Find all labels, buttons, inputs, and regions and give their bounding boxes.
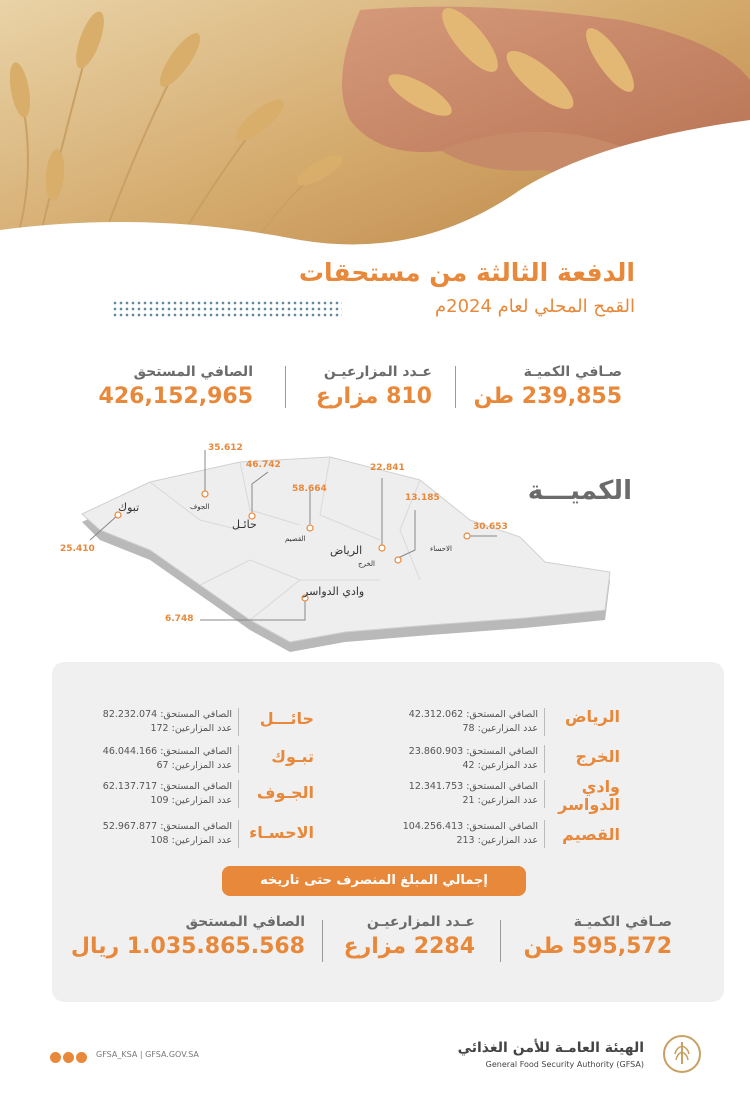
map-title: الكميـــة: [527, 476, 632, 506]
detail-city: الخرج: [575, 747, 620, 766]
detail-net: الصافي المستحق: 82.232.074: [102, 709, 232, 720]
divider: [238, 708, 239, 736]
hero-wheat-image: [0, 0, 750, 300]
map-city-qassim: القصيم: [285, 535, 306, 543]
gfsa-logo-icon: [662, 1034, 702, 1074]
total-disbursed-banner: إجمالي المبلغ المنصرف حتى تاريخه: [222, 866, 526, 896]
page-subtitle: القمح المحلي لعام 2024م: [434, 296, 635, 317]
divider: [238, 745, 239, 773]
map-city-riyadh: الرياض: [330, 544, 363, 557]
summary-net-value: 426,152,965: [98, 384, 253, 409]
page-title: الدفعة الثالثة من مستحقات: [298, 258, 635, 287]
social-handles: GFSA_KSA | GFSA.GOV.SA: [96, 1050, 199, 1059]
summary-farmers: [316, 364, 432, 409]
map-city-wadi-aldawasir: وادي الدواسر: [303, 585, 365, 598]
map-value-tabuk: 25.410: [60, 544, 95, 554]
map-city-alkharj: الخرج: [358, 560, 375, 568]
social-icon[interactable]: [63, 1052, 74, 1063]
detail-farmers: عدد المزارعين: 108: [150, 835, 232, 846]
total-farmers-label: عـدد المزارعيـن: [366, 914, 475, 930]
summary-quantity-label: صـافي الكميـة: [523, 364, 622, 380]
summary-quantity-value: 239,855 طن: [473, 384, 622, 409]
detail-farmers: عدد المزارعين: 172: [150, 723, 232, 734]
map-city-hail: حائـل: [232, 518, 257, 531]
total-farmers-value: 2284 مزارع: [343, 934, 475, 959]
detail-net: الصافي المستحق: 62.137.717: [102, 781, 232, 792]
divider: [322, 920, 323, 962]
decorative-dots: [112, 300, 342, 318]
detail-farmers: عدد المزارعين: 21: [462, 795, 538, 806]
detail-farmers: عدد المزارعين: 67: [156, 760, 232, 771]
summary-farmers-value: 810 مزارع: [315, 384, 432, 409]
org-name-en: General Food Security Authority (GFSA): [485, 1060, 644, 1069]
detail-net: الصافي المستحق: 23.860.903: [408, 746, 538, 757]
divider: [544, 780, 545, 808]
total-net-value: 1.035.865.568 ريال: [70, 934, 305, 959]
detail-net: الصافي المستحق: 12.341.753: [408, 781, 538, 792]
detail-net: الصافي المستحق: 104.256.413: [402, 821, 538, 832]
map-value-hail: 46.742: [246, 460, 281, 470]
map-value-aljouf: 35.612: [208, 443, 243, 453]
divider: [238, 820, 239, 848]
divider: [544, 820, 545, 848]
detail-city: تبـوك: [271, 747, 314, 766]
detail-net: الصافي المستحق: 52.967.877: [102, 821, 232, 832]
detail-net: الصافي المستحق: 46.044.166: [102, 746, 232, 757]
detail-city: وادي الدواسر: [558, 777, 620, 814]
social-icon[interactable]: [76, 1052, 87, 1063]
summary-net: [99, 364, 253, 409]
summary-net-label: الصافي المستحق: [133, 364, 253, 380]
map-value-alkharj: 13.185: [405, 493, 440, 503]
total-quantity-label: صـافي الكميـة: [573, 914, 672, 930]
map-city-tabuk: تبوك: [118, 501, 140, 514]
divider: [544, 708, 545, 736]
detail-city: الاحسـاء: [249, 823, 314, 842]
total-quantity: [524, 914, 672, 959]
detail-city: الرياض: [565, 707, 620, 726]
map-city-ahsa: الاحساء: [430, 545, 452, 553]
map-city-aljouf: الجوف: [190, 503, 210, 511]
detail-city: حائـــل: [259, 709, 314, 728]
summary-quantity: [474, 364, 622, 409]
map-value-qassim: 58.664: [292, 484, 327, 494]
divider: [238, 780, 239, 808]
org-name-ar: الهيئة العامـة للأمن الغذائي: [457, 1040, 644, 1056]
total-net-label: الصافي المستحق: [185, 914, 305, 930]
divider: [500, 920, 501, 962]
detail-city: القصيم: [562, 825, 620, 844]
detail-city: الجـوف: [256, 783, 314, 802]
map-value-riyadh: 22.841: [370, 463, 405, 473]
detail-farmers: عدد المزارعين: 42: [462, 760, 538, 771]
detail-net: الصافي المستحق: 42.312.062: [408, 709, 538, 720]
social-icons: [50, 1048, 89, 1067]
detail-farmers: عدد المزارعين: 78: [462, 723, 538, 734]
map-value-wadi-aldawasir: 6.748: [165, 614, 194, 624]
divider: [544, 745, 545, 773]
summary-farmers-label: عـدد المزارعيـن: [323, 364, 432, 380]
total-quantity-value: 595,572 طن: [523, 934, 672, 959]
divider: [285, 366, 286, 408]
divider: [455, 366, 456, 408]
map-value-ahsa: 30.653: [473, 522, 508, 532]
total-net: [71, 914, 305, 959]
detail-farmers: عدد المزارعين: 109: [150, 795, 232, 806]
total-farmers: [344, 914, 475, 959]
social-icon[interactable]: [50, 1052, 61, 1063]
detail-farmers: عدد المزارعين: 213: [456, 835, 538, 846]
